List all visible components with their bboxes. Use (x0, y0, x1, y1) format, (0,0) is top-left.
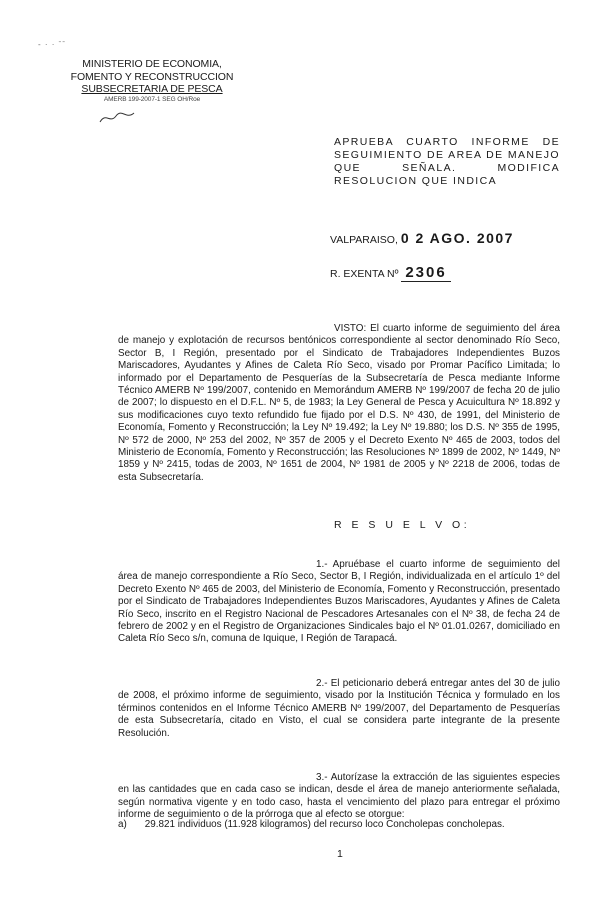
date-stamp: 0 2 AGO. 2007 (400, 230, 514, 246)
resolution-label: R. EXENTA Nº (330, 268, 399, 280)
item-a (118, 819, 560, 831)
resolution-number: 2306 (401, 264, 450, 282)
item-a-text: 29.821 individuos (11.928 kilogramos) del recurso loco Concholepas concholepas. (144, 819, 505, 830)
place-date (330, 230, 514, 246)
header-ministry: MINISTERIO DE ECONOMIA, (82, 58, 222, 70)
header-subsecretaria: SUBSECRETARIA DE PESCA (81, 83, 223, 95)
initials-signature (98, 110, 138, 129)
page-number: 1 (337, 848, 343, 860)
scan-marks: - · · ˉˉ (38, 40, 66, 49)
article-1: 1.- Apruébase el cuarto informe de seguimiento del área de manejo correspondiente a Río Seco, Sector B, I Región, individualizada en el artículo 1º del Decreto Exento Nº 465 de 2003, del Ministerio de Economía, Fomento y Reconstrucción, presentado por el Sindicato de Trabajadores Independientes Buzos Mariscadores, Ayudantes y Afines de Caleta Río Seco, inscrito en el Registro Nacional de Pescadores Artesanales con el Nº 38, de fecha 24 de febrero de 2002 y en el Registro de Organizaciones Sindicales bajo el Nº 01.01.0267, domiciliado en Caleta Río Seco s/n, comuna de Iquique, I Región de Tarapacá. (118, 559, 560, 645)
place: VALPARAISO, (330, 234, 398, 246)
article-2: 2.- El peticionario deberá entregar antes del 30 de julio de 2008, el próximo informe de seguimiento, visado por la Institución Técnica y formulado en los términos contenidos en el Informe Técnico AMERB Nº 199/2007, del Departamento de Pesquerías de esta Subsecretaría, citado en Visto, el cual se considera parte integrante de la presente Resolución. (118, 678, 560, 739)
resolution-number-line (330, 264, 451, 281)
resuelvo-heading: R E S U E L V O: (334, 519, 471, 531)
signature-scribble (98, 110, 138, 126)
article-3: 3.- Autorízase la extracción de las siguientes especies en las cantidades que en cada caso se indican, desde el área de manejo anteriormente señalada, según normativa vigente y en todo caso, hasta el vencimiento del plazo para entregar el próximo informe de seguimiento o de la prórroga que al efecto se otorgue: (118, 772, 560, 821)
document-title: APRUEBA CUARTO INFORME DE SEGUIMIENTO DE AREA DE MANEJO QUE SEÑALA. MODIFICA RESOLUCION QUE INDICA (334, 136, 560, 187)
visto-paragraph: VISTO: El cuarto informe de seguimiento del área de manejo y explotación de recursos bentónicos correspondiente al sector denominado Río Seco, Sector B, I Región, presentado por el Sindicato de Trabajadores Independientes Buzos Mariscadores, Ayudantes y Afines de Caleta Río Seco, visado por Promar Pacífico Limitada; lo informado por el Departamento de Pesquerías de la Subsecretaría de Pesca mediante Informe Técnico AMERB Nº 199/2007, contenido en Memorándum AMERB Nº 199/2007 de fecha 20 de julio de 2007; lo dispuesto en el D.F.L. Nº 5, de 1983; la Ley General de Pesca y Acuicultura Nº 18.892 y sus modificaciones cuyo texto refundido fue fijado por el D.S. Nº 430, de 1991, del Ministerio de Economía, Fomento y Reconstrucción; la Ley Nº 19.492; la Ley Nº 19.880; los D.S. Nº 355 de 1995, Nº 572 de 2000, Nº 253 del 2002, Nº 357 de 2005 y el Decreto Exento Nº 465 de 2003, todos del Ministerio de Economía, Fomento y Reconstrucción; las Resoluciones Nº 1899 de 2002, Nº 1449, Nº 1859 y Nº 2415, todas de 2003, Nº 1651 de 2004, Nº 1981 de 2005 y Nº 2218 de 2006, todas de esta Subsecretaría. (118, 323, 560, 483)
header-ministry-2: FOMENTO Y RECONSTRUCCION (70, 70, 234, 83)
header-reference: AMERB 199-2007-1 SEG OH/Roe (103, 95, 201, 103)
item-a-label: a) (118, 819, 127, 830)
institution-header (62, 58, 242, 104)
